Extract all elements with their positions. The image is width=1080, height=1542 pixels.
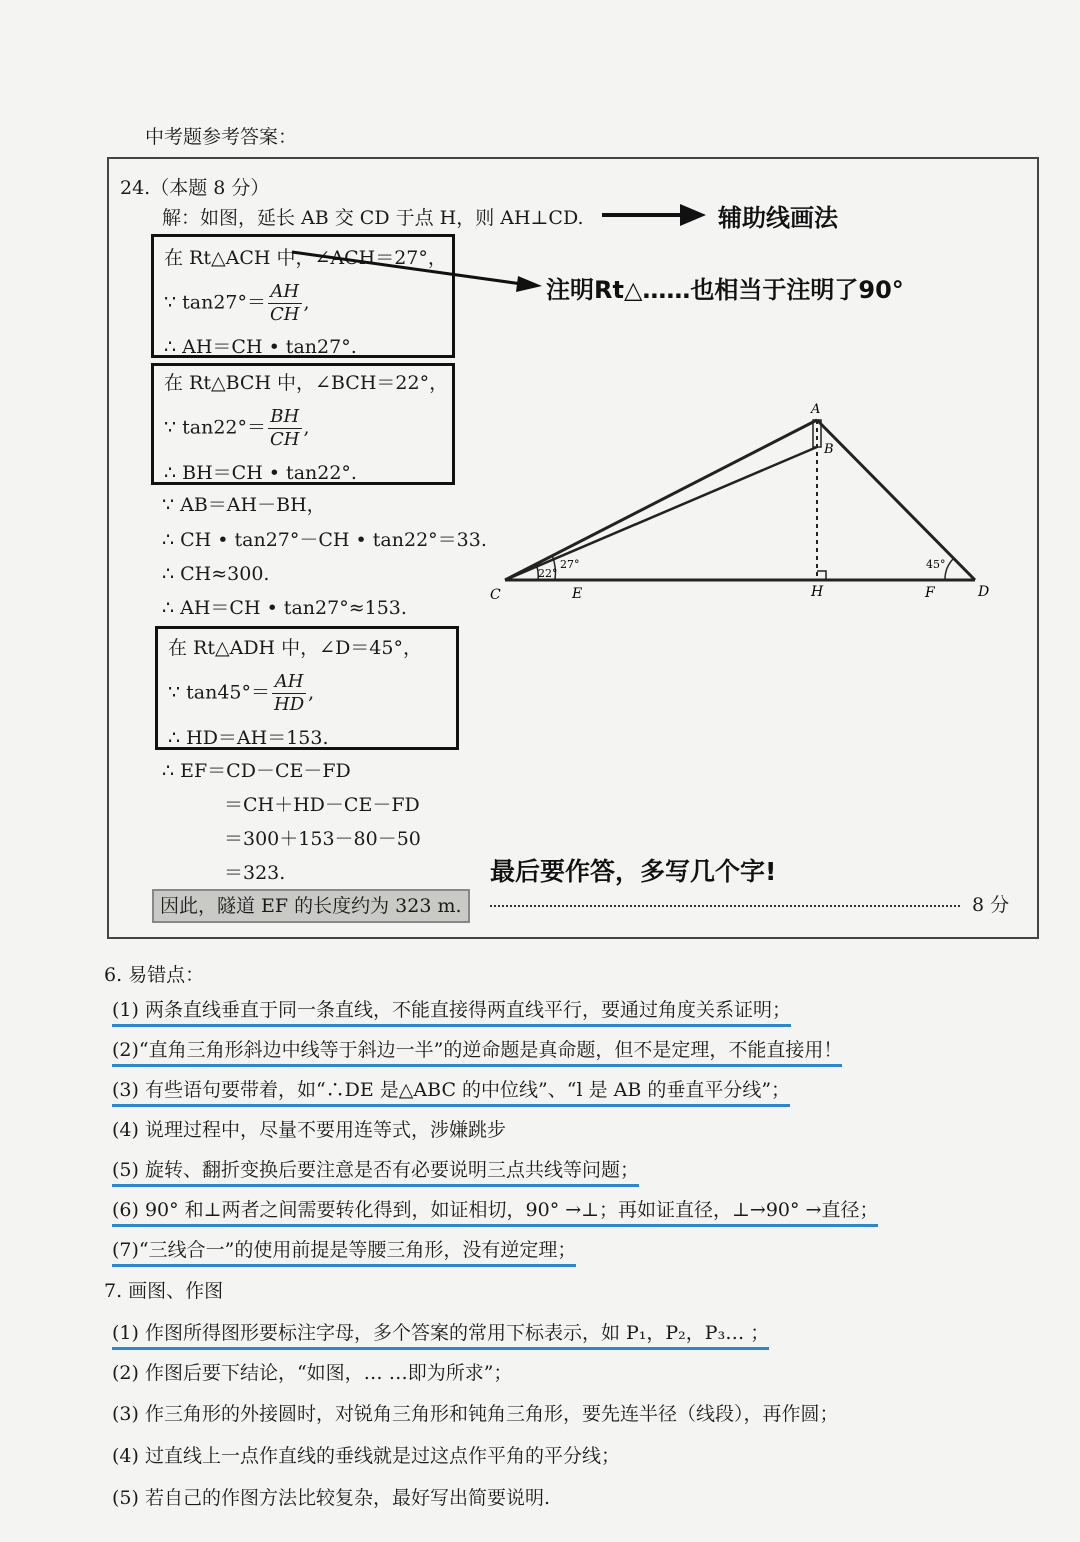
section7-item: (3) 作三角形的外接圆时，对锐角三角形和钝角三角形，要先连半径（线段），再作圆； <box>112 1403 839 1425</box>
middle-line: ∴ CH≈300. <box>162 563 270 585</box>
arrow-icon <box>290 240 550 300</box>
label-E: E <box>572 586 583 602</box>
section6-item: (3) 有些语句要带着，如“∴DE 是△ABC 的中位线”、“l 是 AB 的垂直平分线”； <box>112 1075 790 1102</box>
final-line: ＝300＋153－80－50 <box>224 828 421 850</box>
step-box-adh <box>155 626 459 750</box>
aux-line-note: 辅助线画法 <box>718 204 838 232</box>
fraction: $\frac{AH}{CH}$ <box>270 281 300 325</box>
section6-item: (2)“直角三角形斜边中线等于斜边一半”的逆命题是真命题，但不是定理，不能直接用！ <box>112 1035 842 1062</box>
step3-line1: 在 Rt△ADH 中，∠D＝45°， <box>168 637 422 659</box>
section6-item: (1) 两条直线垂直于同一条直线，不能直接得两直线平行，要通过角度关系证明； <box>112 995 791 1022</box>
section7-item: (4) 过直线上一点作直线的垂线就是过这点作平角的平分线； <box>112 1445 620 1467</box>
rt-note: 注明Rt△……也相当于注明了90° <box>546 276 904 304</box>
label-A: A <box>811 402 821 417</box>
label-F: F <box>925 585 935 601</box>
angle-27: 27° <box>560 558 580 571</box>
middle-line: ∵ AB＝AH－BH， <box>162 494 326 516</box>
step1-line2: ∵ tan27°＝ $\frac{AH}{CH}$ , <box>164 281 310 325</box>
section6-item: (4) 说理过程中，尽量不要用连等式，涉嫌跳步 <box>112 1119 506 1141</box>
step2-line1: 在 Rt△BCH 中，∠BCH＝22°， <box>164 372 449 394</box>
section7-item: (2) 作图后要下结论，“如图，… …即为所求”； <box>112 1362 513 1384</box>
label-D: D <box>978 584 990 600</box>
fraction: $\frac{AH}{HD}$ <box>274 671 305 715</box>
problem-number: 24.（本题 8 分） <box>120 177 270 199</box>
page-heading: 中考题参考答案： <box>145 126 298 148</box>
label-B: B <box>824 442 834 457</box>
section7-item: (5) 若自己的作图方法比较复杂，最好写出简要说明. <box>112 1487 550 1509</box>
section6-item: (5) 旋转、翻折变换后要注意是否有必要说明三点共线等问题； <box>112 1155 639 1182</box>
label-C: C <box>490 587 501 603</box>
score: 8 分 <box>972 894 1010 916</box>
fraction: $\frac{BH}{CH}$ <box>270 406 300 450</box>
final-line: ∴ EF＝CD－CE－FD <box>162 760 351 782</box>
final-note: 最后要作答，多写几个字! <box>490 857 777 886</box>
middle-line: ∴ AH＝CH • tan27°≈153. <box>162 597 407 619</box>
angle-22: 22° <box>538 567 558 580</box>
label-H: H <box>811 584 824 600</box>
step2-line2: ∵ tan22°＝ $\frac{BH}{CH}$ , <box>164 406 310 450</box>
solution-intro: 解：如图，延长 AB 交 CD 于点 H，则 AH⊥CD. <box>162 207 584 229</box>
triangle-diagram <box>480 395 1020 610</box>
step2-line3: ∴ BH＝CH • tan22°. <box>164 462 357 484</box>
arrow-icon <box>600 200 710 230</box>
section7-item: (1) 作图所得图形要标注字母，多个答案的常用下标表示，如 P₁，P₂，P₃… ； <box>112 1318 769 1345</box>
final-answer: 因此，隧道 EF 的长度约为 323 m. <box>152 889 470 923</box>
step-box-bch <box>151 363 455 485</box>
angle-45: 45° <box>926 558 946 571</box>
section6-item: (6) 90° 和⊥两者之间需要转化得到，如证相切，90° →⊥；再如证直径，⊥→90° →直径； <box>112 1195 878 1222</box>
final-line: ＝323. <box>224 862 286 884</box>
step1-line1: 在 Rt△ACH 中，∠ACH＝27°， <box>164 247 447 269</box>
final-line: ＝CH＋HD－CE－FD <box>224 794 420 816</box>
middle-line: ∴ CH • tan27°－CH • tan22°＝33. <box>162 529 487 551</box>
dotted-leader <box>490 905 960 907</box>
step1-line3: ∴ AH＝CH • tan27°. <box>164 336 357 358</box>
section7-title: 7. 画图、作图 <box>104 1280 224 1302</box>
step3-line2: ∵ tan45°＝ $\frac{AH}{HD}$ , <box>168 671 315 715</box>
section6-item: (7)“三线合一”的使用前提是等腰三角形，没有逆定理； <box>112 1235 576 1262</box>
step3-line3: ∴ HD＝AH＝153. <box>168 727 329 749</box>
section6-title: 6. 易错点： <box>104 964 205 986</box>
